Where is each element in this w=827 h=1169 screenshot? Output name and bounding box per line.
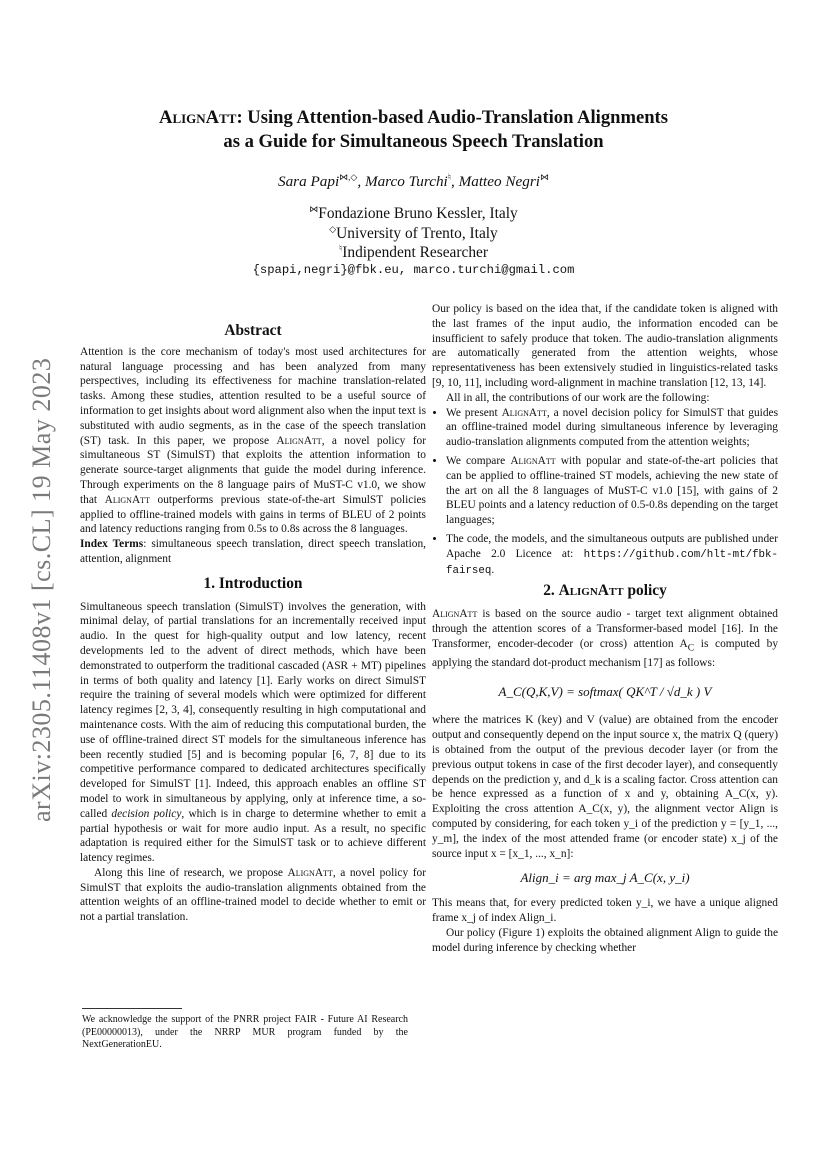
policy-paragraph-2: where the matrices K (key) and V (value) are obtained from the encoder output and consequently depend on the input source x, the matrix Q (query) is obtained from the output of the previous decoder layer (or from the previous output tokens in case of the first decoder layer), and consequently depends on the prediction y, and d_k is a scaling factor. Cross attention can be hence expressed as a function of x and y, obtaining A_C(x, y). Exploiting the cross attention A_C(x, y), the alignment vector Align is computed by considering, for each token y_i of the prediction y = [y_1, ..., y_m], the index of the most attended frame (or encoder state) x_j of the source input x = [x_1, ..., x_n]:	[432, 714, 778, 860]
intro-heading: 1. Introduction	[203, 574, 303, 592]
intro-paragraph-1: Simultaneous speech translation (SimulST) involves the generation, with minimal delay, of partial translations for an incrementally received input audio. In the quest for high-quality output and low latency, recent developments led to the advent of direct methods, which have been demonstrated to outperform the traditional cascaded (ASR + MT) pipelines in terms of both quality and latency [1]. Early works on direct SimulST require the training of several models which were optimized for different latency regimes [2, 3, 4], consequently resulting in high computational and maintenance costs. With the aim of reducing this computational burden, the use of offline-trained direct ST models for the simultaneous inference has been recently studied [5] and is becoming popular [6, 7, 8] due to its competitive performance compared to dedicated architectures specifically developed for SimulST [1]. Indeed, this approach enables an offline ST model to work in simultaneous by applying, only at inference time, a so-called decision policy, which is in charge to determine whether to emit a partial hypothesis or wait for more audio input. As a result, no specific adaptation is required either for the SimulST task or to achieve different latency regimes.	[80, 600, 426, 865]
author-emails: {spapi,negri}@fbk.eu, marco.turchi@gmail.com	[252, 263, 575, 277]
alignment-equation: Align_i = arg max_j A_C(x, y_i)	[520, 870, 690, 886]
policy-paragraph-3: This means that, for every predicted token y_i, we have a unique aligned frame x_j of index Align_i.	[432, 897, 778, 924]
attention-equation: A_C(Q,K,V) = softmax( QK^T / √d_k ) V	[498, 683, 712, 699]
authors: Sara Papi⋈,◇, Marco Turchi♮, Matteo Negri⋈	[277, 172, 549, 191]
footnote: We acknowledge the support of the PNRR project FAIR - Future AI Research (PE00000013), under the NRRP MUR program funded by the NextGenerationEU.	[82, 1014, 408, 1051]
abstract-heading: Abstract	[224, 322, 282, 339]
left-column	[80, 324, 426, 925]
affiliation-2: ◇University of Trento, Italy	[329, 224, 498, 243]
footnote-rule	[82, 1008, 182, 1009]
policy-heading: 2. AlignAtt policy	[543, 582, 667, 600]
intro-paragraph-2: Along this line of research, we propose AlignAtt, a novel policy for SimulST that exploits the audio-translation alignments obtained from the attention weights of an offline-trained model to decide whether to emit or not a partial translation.	[80, 866, 426, 924]
code-link[interactable]: https://github.com/hlt-mt/fbk-fairseq	[446, 548, 778, 577]
paper-title: AlignAtt: Using Attention-based Audio-Translation Alignments as a Guide for Simultaneous Speech Translation	[159, 107, 668, 152]
contributions-intro: All in all, the contributions of our work are the following:	[446, 391, 710, 404]
policy-paragraph-1: AlignAtt is based on the source audio - target text alignment obtained through the attention scores of a Transformer-based model [16]. In the Transformer, encoder-decoder (or cross) attention $A_C$ is computed by applying the standard dot-product mechanism [17] as follows:	[432, 608, 779, 669]
contributions-list	[432, 406, 778, 579]
contribution-item-3: • The code, the models, and the simultaneous outputs are published under Apache 2.0 Licence at: https://github.com/hlt-mt/fbk-fairseq.	[446, 532, 778, 578]
arxiv-stamp: arXiv:2305.11408v1 [cs.CL] 19 May 2023	[27, 357, 56, 823]
motivation-paragraph: Our policy is based on the idea that, if the candidate token is aligned with the last frames of the input audio, the information encoded can be insufficient to safely produce that token. The audio-translation alignments are automatically generated from the attention weights, whose representativeness has been extensively studied in linguistics-related tasks [9, 10, 11], including word-alignment in machine translation [12, 13, 14].	[432, 303, 778, 389]
index-terms: Index Terms: simultaneous speech translation, direct speech translation, attention, alignment	[80, 538, 426, 565]
contribution-item-1: • We present AlignAtt, a novel decision policy for SimulST that guides an offline-trained model during simultaneous inference by leveraging audio-translation alignments computed from the attention weights;	[446, 406, 778, 450]
affiliation-3: ♮Indipendent Researcher	[339, 243, 488, 262]
policy-paragraph-4: Our policy (Figure 1) exploits the obtained alignment Align to guide the model during inference by checking whether	[432, 926, 778, 954]
affiliation-1: ⋈Fondazione Bruno Kessler, Italy	[309, 204, 518, 223]
right-column	[432, 302, 778, 955]
contribution-item-2: • We compare AlignAtt with popular and state-of-the-art policies that can be applied to offline-trained ST models, achieving the new state of the art on all the 8 languages of MuST-C v1.0 [15], with gains of 2 BLEU points and a latency reduction of 0.5-0.8s depending on the target languages;	[446, 454, 778, 528]
abstract-text: Attention is the core mechanism of today's most used architectures for natural language processing and has been analyzed from many perspectives, including its effectiveness for machine translation-related tasks. Among these studies, attention resulted to be a useful source of information to get insights about word alignment also when the input text is substituted with audio segments, as in the case of the speech translation (ST) task. In this paper, we propose AlignAtt, a novel policy for simultaneous ST (SimulST) that exploits the attention information to generate source-target alignments that guide the model during inference. Through experiments on the 8 language pairs of MuST-C v1.0, we show that AlignAtt outperforms previous state-of-the-art SimulST policies applied to offline-trained models with gains in terms of BLEU of 2 points and latency reductions ranging from 0.5s to 0.8s across the 8 languages.	[80, 345, 426, 536]
